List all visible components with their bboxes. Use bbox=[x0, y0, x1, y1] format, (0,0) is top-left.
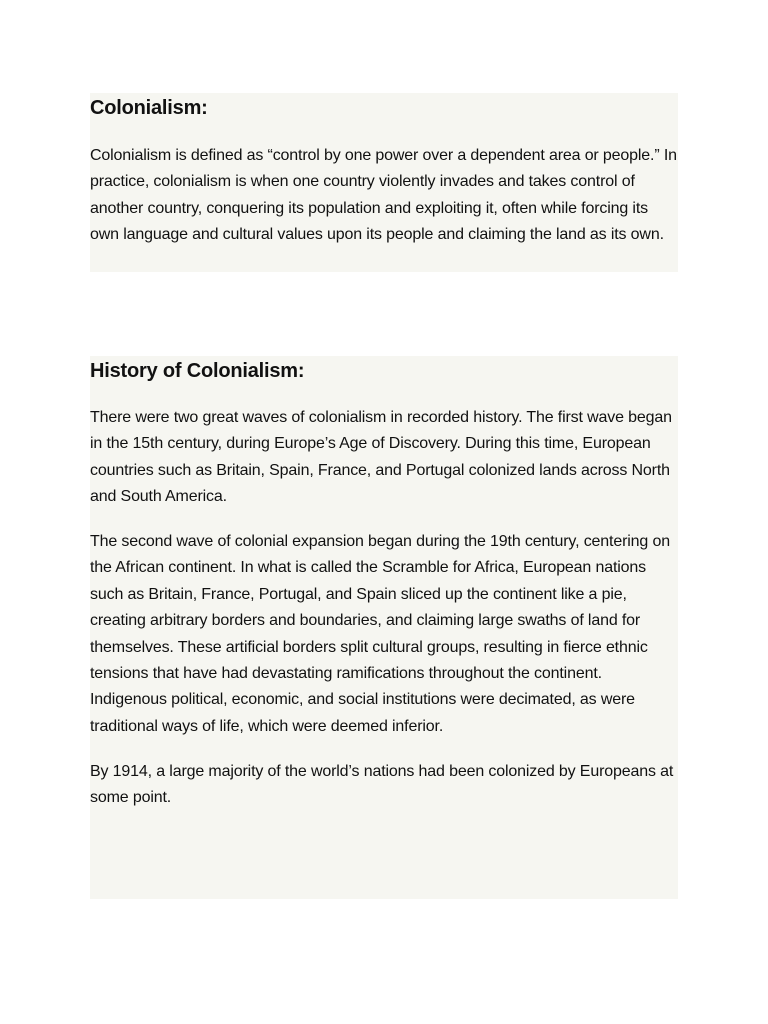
section-history-of-colonialism bbox=[90, 356, 678, 899]
section-colonialism bbox=[90, 93, 678, 272]
section-heading: History of Colonialism: bbox=[90, 360, 305, 382]
section-paragraph: The second wave of colonial expansion began during the 19th century, centering on the African continent. In what is called the Scramble for Africa, European nations such as Britain, France, Portugal, and Spain sliced up the continent like a pie, creating arbitrary borders and boundaries, and claiming large swaths of land for themselves. These artificial borders split cultural groups, resulting in fierce ethnic tensions that have had devastating ramifications throughout the continent. Indigenous political, economic, and social institutions were decimated, as were traditional ways of life, which were deemed inferior. bbox=[90, 533, 670, 735]
section-paragraph: Colonialism is defined as “control by one power over a dependent area or people.” In practice, colonialism is when one country violently invades and takes control of another country, conquering its population and exploiting it, often while forcing its own language and cultural values upon its people and claiming the land as its own. bbox=[90, 147, 677, 244]
section-paragraph: There were two great waves of colonialism in recorded history. The first wave began in the 15th century, during Europe’s Age of Discovery. During this time, European countries such as Britain, Spain, France, and Portugal colonized lands across North and South America. bbox=[90, 409, 672, 506]
section-heading: Colonialism: bbox=[90, 97, 208, 119]
section-paragraph: By 1914, a large majority of the world’s nations had been colonized by Europeans at some point. bbox=[90, 763, 674, 807]
